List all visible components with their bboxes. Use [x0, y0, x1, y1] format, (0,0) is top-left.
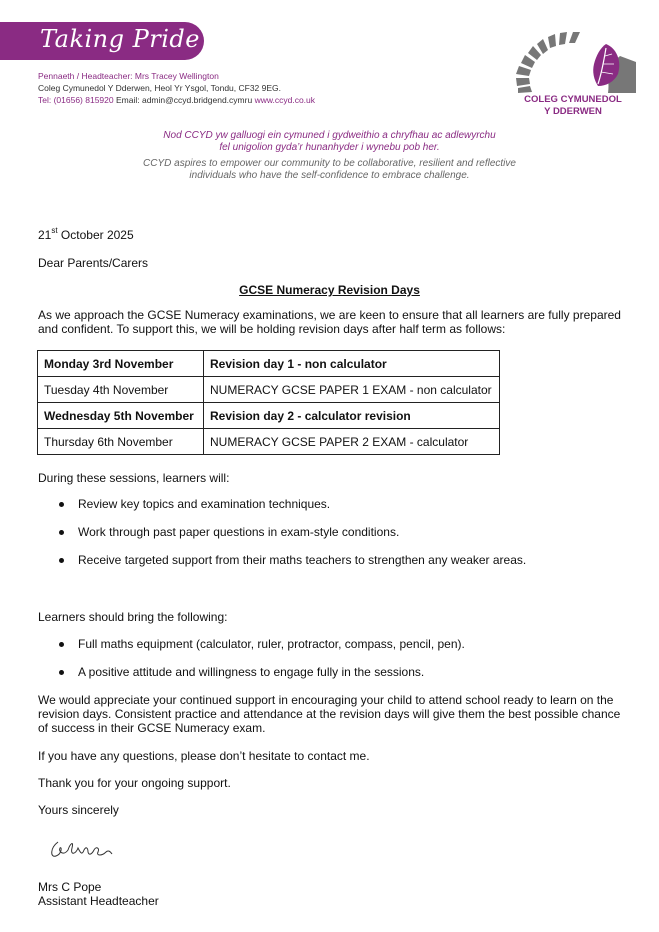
motto-english — [0, 158, 659, 182]
thanks-line: Thank you for your ongoing support. — [38, 776, 231, 790]
letter-subject: GCSE Numeracy Revision Days — [239, 283, 420, 297]
date-suffix: st — [51, 226, 58, 235]
signature-image — [48, 834, 118, 866]
bullet-icon — [59, 670, 64, 675]
bullet-icon — [59, 642, 64, 647]
telephone: Tel: (01656) 815920 — [38, 95, 114, 105]
college-name — [510, 94, 636, 118]
schedule-day: Thursday 6th November — [38, 429, 204, 455]
college-name-line2: Y DDERWEN — [544, 106, 602, 117]
bullet-icon — [59, 558, 64, 563]
motto-welsh — [0, 130, 659, 154]
motto-welsh-line2: fel unigolion gyda’r hunanhyder i wynebu pob her. — [219, 142, 440, 153]
appreciation-paragraph: We would appreciate your continued support in encouraging your child to attend school ready to learn on the revision days. Consistent practice and attendance at the revision days will give them the best possible chance of success in their GCSE Numeracy exam. — [38, 693, 621, 735]
signatory-name: Mrs C Pope — [38, 880, 102, 894]
banner-title: Taking Pride — [40, 25, 200, 53]
list-item — [38, 553, 526, 581]
motto-welsh-line1: Nod CCYD yw galluogi ein cymuned i gydweithio a chryfhau ac adlewyrchu — [163, 130, 496, 141]
bring-lead: Learners should bring the following: — [38, 610, 228, 624]
signatory-role: Assistant Headteacher — [38, 894, 159, 908]
greeting: Dear Parents/Carers — [38, 256, 149, 270]
letter-date — [38, 228, 134, 242]
schedule-activity: NUMERACY GCSE PAPER 1 EXAM - non calculator — [204, 377, 500, 403]
sessions-lead: During these sessions, learners will: — [38, 471, 230, 485]
headteacher-name: Mrs Tracey Wellington — [134, 71, 219, 81]
list-item — [38, 665, 465, 693]
schedule-day: Monday 3rd November — [38, 351, 204, 377]
list-item-text: Receive targeted support from their maths teachers to strengthen any weaker areas. — [78, 553, 527, 567]
list-item-text: Full maths equipment (calculator, ruler, protractor, compass, pencil, pen). — [78, 637, 465, 651]
college-name-line1: COLEG CYMUNEDOL — [524, 94, 622, 105]
list-item-text: Review key topics and examination techniques. — [78, 497, 331, 511]
list-item — [38, 497, 526, 525]
header-banner — [0, 22, 204, 60]
questions-line: If you have any questions, please don’t hesitate to contact me. — [38, 749, 370, 763]
intro-paragraph: As we approach the GCSE Numeracy examinations, we are keen to ensure that all learners are fully prepared and confident. To support this, we will be holding revision days after half term as follows: — [38, 308, 621, 336]
schedule-day: Tuesday 4th November — [38, 377, 204, 403]
revision-schedule-table — [37, 350, 500, 455]
table-row — [38, 403, 500, 429]
list-item — [38, 637, 465, 665]
date-day: 21 — [38, 228, 52, 242]
closing-line: Yours sincerely — [38, 803, 119, 817]
list-item — [38, 525, 526, 553]
oak-leaf-arc-logo-icon — [510, 26, 636, 94]
date-month-year: October 2025 — [57, 228, 134, 242]
contact-line — [38, 95, 315, 105]
website-link[interactable]: www.ccyd.co.uk — [254, 95, 316, 105]
schedule-day: Wednesday 5th November — [38, 403, 204, 429]
list-item-text: A positive attitude and willingness to engage fully in the sessions. — [78, 665, 425, 679]
headteacher-line — [38, 71, 219, 81]
email: Email: admin@ccyd.bridgend.cymru — [116, 95, 253, 105]
table-row — [38, 429, 500, 455]
schedule-activity: NUMERACY GCSE PAPER 2 EXAM - calculator — [204, 429, 500, 455]
schedule-activity: Revision day 2 - calculator revision — [204, 403, 500, 429]
list-item-text: Work through past paper questions in exam-style conditions. — [78, 525, 400, 539]
headteacher-prefix: Pennaeth / Headteacher: — [38, 71, 135, 81]
table-row — [38, 351, 500, 377]
school-address: Coleg Cymunedol Y Dderwen, Heol Yr Ysgol, Tondu, CF32 9EG. — [38, 83, 282, 93]
motto-english-line2: individuals who have the self-confidence to embrace challenge. — [189, 170, 470, 181]
motto-english-line1: CCYD aspires to empower our community to be collaborative, resilient and reflective — [143, 158, 516, 169]
bullet-icon — [59, 530, 64, 535]
session-points-list — [38, 497, 526, 581]
schedule-activity: Revision day 1 - non calculator — [204, 351, 500, 377]
table-row — [38, 377, 500, 403]
bullet-icon — [59, 502, 64, 507]
bring-points-list — [38, 637, 465, 693]
